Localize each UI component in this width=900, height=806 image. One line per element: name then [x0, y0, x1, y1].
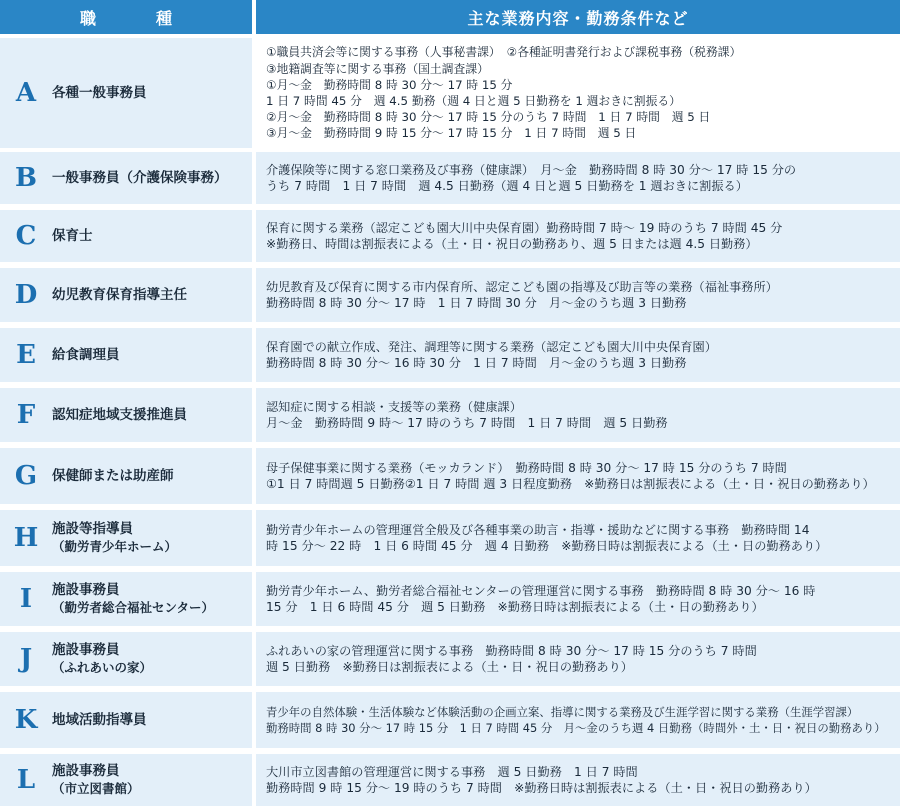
description-line: ②月～金 勤務時間 8 時 30 分～ 17 時 15 分のうち 7 時間 1 日 7 時間 週 5 日	[266, 110, 711, 125]
table-row	[0, 632, 900, 686]
row-letter: F	[16, 400, 36, 430]
table-row	[0, 448, 900, 504]
job-title	[52, 347, 120, 364]
job-subtitle: （ふれあいの家）	[52, 660, 153, 675]
job-title-text: 一般事務員（介護保険事務）	[52, 169, 228, 186]
job-type-cell	[0, 632, 252, 686]
description-line: 15 分 1 日 6 時間 45 分 週 5 日勤務 ※勤務日時は割振表による（土・日の勤務あり）	[266, 600, 764, 614]
job-title-text: 施設事務員	[52, 763, 120, 779]
job-description	[266, 643, 757, 676]
row-letter: G	[14, 461, 38, 491]
job-description-cell	[256, 152, 900, 204]
job-description-cell	[256, 38, 900, 148]
description-line: 勤労青少年ホーム、勤労者総合福祉センターの管理運営に関する事務 勤務時間 8 時 30 分～ 16 時	[266, 583, 816, 598]
description-line: 介護保険等に関する窓口業務及び事務（健康課） 月～金 勤務時間 8 時 30 分～ 17 時 15 分の	[266, 162, 797, 177]
description-line: 母子保健事業に関する業務（モッカランド） 勤務時間 8 時 30 分～ 17 時 15 分のうち 7 時間	[266, 460, 787, 475]
description-line: 週 5 日勤務 ※勤務日は割振表による（土・日・祝日の勤務あり）	[266, 660, 633, 674]
job-title-text: 幼児教育保育指導主任	[52, 286, 187, 303]
description-line: ③月～金 勤務時間 9 時 15 分～ 17 時 15 分 1 日 7 時間 週 5 日	[266, 126, 637, 141]
table-row	[0, 754, 900, 806]
job-title-text: 保健師または助産師	[52, 467, 174, 484]
job-type-cell	[0, 388, 252, 442]
table-row	[0, 510, 900, 566]
table-row	[0, 328, 900, 382]
job-title-text: 施設事務員	[52, 642, 120, 658]
description-line: 勤務時間 8 時 30 分～ 17 時 1 日 7 時間 30 分 月～金のうち週 3 日勤務	[266, 296, 687, 310]
job-description-cell	[256, 328, 900, 382]
table-row	[0, 152, 900, 204]
job-type-cell	[0, 38, 252, 148]
job-type-cell	[0, 328, 252, 382]
job-description-cell	[256, 510, 900, 566]
description-line: 1 日 7 時間 45 分 週 4.5 勤務（週 4 日と週 5 日勤務を 1 週おきに割振る）	[266, 94, 681, 108]
job-description	[266, 220, 782, 253]
job-subtitle: （勤労者総合福祉センター）	[52, 600, 215, 615]
job-title	[52, 712, 147, 729]
description-line: ①職員共済会等に関する事務（人事秘書課） ②各種証明書発行および課税事務（税務課）	[266, 45, 742, 60]
row-letter: C	[15, 221, 37, 251]
row-letter: B	[15, 163, 37, 193]
job-type-cell	[0, 754, 252, 806]
job-title-text: 施設事務員	[52, 582, 120, 598]
table-row	[0, 572, 900, 626]
row-letter: E	[16, 340, 36, 370]
job-title	[52, 521, 177, 555]
job-title	[52, 287, 187, 304]
job-title-text: 給食調理員	[52, 346, 120, 363]
row-letter: J	[19, 644, 33, 674]
description-line: 幼児教育及び保育に関する市内保育所、認定こども園の指導及び助言等の業務（福祉事務所）	[266, 279, 778, 294]
job-description	[266, 279, 778, 312]
table-row	[0, 38, 900, 148]
job-description	[266, 339, 717, 372]
row-letter: D	[14, 280, 38, 310]
job-description-cell	[256, 692, 900, 748]
description-line: 認知症に関する相談・支援等の業務（健康課）	[266, 399, 522, 414]
job-title-text: 施設等指導員	[52, 521, 133, 537]
description-line: ③地籍調査等に関する事務（国土調査課）	[266, 61, 489, 76]
job-title	[52, 763, 140, 797]
job-description-cell	[256, 632, 900, 686]
table-row	[0, 268, 900, 322]
description-line: 保育園での献立作成、発注、調理等に関する業務（認定こども園大川中央保育園）	[266, 339, 717, 354]
job-type-cell	[0, 152, 252, 204]
job-description-cell	[256, 210, 900, 262]
table-header	[0, 0, 900, 34]
description-line: 勤労青少年ホームの管理運営全般及び各種事業の助言・指導・援助などに関する事務 勤務時間 14	[266, 522, 810, 537]
description-line: ふれあいの家の管理運営に関する事務 勤務時間 8 時 30 分～ 17 時 15 分のうち 7 時間	[266, 643, 757, 658]
job-description-cell	[256, 388, 900, 442]
job-description	[266, 704, 886, 737]
job-description	[266, 399, 668, 432]
job-type-cell	[0, 572, 252, 626]
description-line: 保育に関する業務（認定こども園大川中央保育園）勤務時間 7 時～ 19 時のうち 7 時間 45 分	[266, 220, 783, 235]
job-description-cell	[256, 448, 900, 504]
description-line: 時 15 分～ 22 時 1 日 6 時間 45 分 週 4 日勤務 ※勤務日時は割振表による（土・日の勤務あり）	[266, 539, 828, 553]
job-title	[52, 642, 152, 676]
job-subtitle: （勤労青少年ホーム）	[52, 539, 178, 554]
row-letter: H	[13, 523, 39, 553]
job-description	[266, 44, 741, 141]
job-title	[52, 582, 214, 616]
job-title	[52, 228, 93, 245]
job-title-text: 保育士	[52, 227, 93, 244]
description-line: ①1 日 7 時間週 5 日勤務②1 日 7 時間 週 3 日程度勤務 ※勤務日は割振表による（土・日・祝日の勤務あり）	[266, 477, 875, 491]
job-description-cell	[256, 268, 900, 322]
job-title-text: 地域活動指導員	[52, 711, 147, 728]
job-title	[52, 407, 187, 424]
job-title	[52, 85, 147, 102]
job-title-text: 各種一般事務員	[52, 84, 147, 101]
job-subtitle: （市立図書館）	[52, 781, 140, 796]
row-letter: I	[19, 584, 33, 614]
job-description	[266, 162, 796, 195]
description-line: 大川市立図書館の管理運営に関する事務 週 5 日勤務 1 日 7 時間	[266, 764, 638, 779]
description-line: 勤務時間 9 時 15 分～ 19 時のうち 7 時間 ※勤務日時は割振表による（土・日・祝日の勤務あり）	[266, 781, 817, 795]
job-description	[266, 764, 817, 797]
description-line: うち 7 時間 1 日 7 時間 週 4.5 日勤務（週 4 日と週 5 日勤務を 1 週おきに割振る）	[266, 179, 748, 193]
job-type-cell	[0, 510, 252, 566]
job-description	[266, 522, 827, 555]
row-letter: K	[14, 705, 38, 735]
job-title-text: 認知症地域支援推進員	[52, 406, 187, 423]
description-line: 青少年の自然体験・生活体験など体験活動の企画立案、指導に関する業務及び生涯学習に関する業務（生涯学習課）	[266, 704, 859, 719]
table-row	[0, 388, 900, 442]
job-type-cell	[0, 448, 252, 504]
job-type-cell	[0, 210, 252, 262]
row-letter: A	[15, 78, 37, 108]
job-description	[266, 460, 875, 493]
description-line: 勤務時間 8 時 30 分～ 17 時 15 分 1 日 7 時間 45 分 月～金のうち週 4 日勤務（時間外・土・日・祝日の勤務あり）	[266, 721, 886, 735]
job-title	[52, 170, 228, 187]
row-letter: L	[16, 765, 36, 795]
table-row	[0, 692, 900, 748]
header-content: 主な業務内容・勤務条件など	[256, 0, 900, 34]
description-line: 勤務時間 8 時 30 分～ 16 時 30 分 1 日 7 時間 月～金のうち週 3 日勤務	[266, 356, 687, 370]
description-line: ①月～金 勤務時間 8 時 30 分～ 17 時 15 分	[266, 77, 513, 92]
job-type-cell	[0, 268, 252, 322]
job-title	[52, 468, 174, 485]
job-description-cell	[256, 572, 900, 626]
job-description	[266, 583, 815, 616]
table-row	[0, 210, 900, 262]
header-job-type: 職 種	[0, 0, 252, 34]
description-line: ※勤務日、時間は割振表による（土・日・祝日の勤務あり、週 5 日または週 4.5 日勤務）	[266, 237, 758, 251]
job-type-cell	[0, 692, 252, 748]
description-line: 月～金 勤務時間 9 時～ 17 時のうち 7 時間 1 日 7 時間 週 5 日勤務	[266, 416, 668, 430]
job-description-cell	[256, 754, 900, 806]
